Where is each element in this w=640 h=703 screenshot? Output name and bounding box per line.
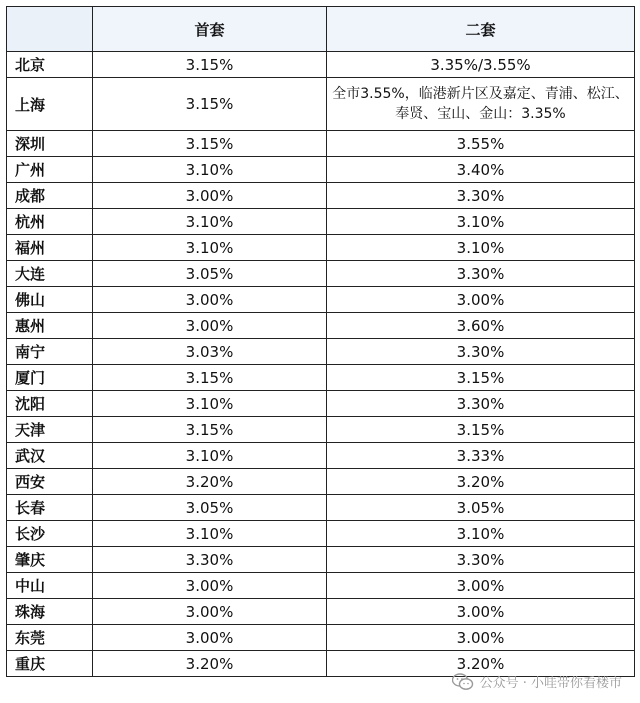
second-home-rate-cell: 3.20% xyxy=(327,651,635,677)
city-cell: 天津 xyxy=(7,417,93,443)
first-home-rate-cell: 3.10% xyxy=(93,391,327,417)
first-home-rate-cell: 3.15% xyxy=(93,78,327,131)
table-row xyxy=(7,495,635,521)
table-row xyxy=(7,235,635,261)
city-cell: 珠海 xyxy=(7,599,93,625)
table-row xyxy=(7,417,635,443)
first-home-rate-cell: 3.00% xyxy=(93,599,327,625)
header-row xyxy=(7,7,635,52)
second-home-rate-cell: 3.20% xyxy=(327,469,635,495)
first-home-rate-cell: 3.03% xyxy=(93,339,327,365)
table-row xyxy=(7,443,635,469)
second-home-rate-cell: 3.30% xyxy=(327,261,635,287)
table-row xyxy=(7,209,635,235)
first-home-rate-cell: 3.30% xyxy=(93,547,327,573)
second-home-rate-cell: 3.10% xyxy=(327,235,635,261)
city-cell: 上海 xyxy=(7,78,93,131)
first-home-rate-cell: 3.00% xyxy=(93,313,327,339)
city-cell: 长春 xyxy=(7,495,93,521)
first-home-rate-cell: 3.05% xyxy=(93,261,327,287)
city-cell: 东莞 xyxy=(7,625,93,651)
second-home-rate-cell: 3.35%/3.55% xyxy=(327,52,635,78)
city-cell: 大连 xyxy=(7,261,93,287)
city-cell: 北京 xyxy=(7,52,93,78)
city-cell: 深圳 xyxy=(7,131,93,157)
table-row xyxy=(7,261,635,287)
second-home-rate-cell: 3.15% xyxy=(327,365,635,391)
city-cell: 福州 xyxy=(7,235,93,261)
table-row xyxy=(7,339,635,365)
city-cell: 成都 xyxy=(7,183,93,209)
second-home-rate-cell: 3.60% xyxy=(327,313,635,339)
table-row xyxy=(7,391,635,417)
table-row xyxy=(7,313,635,339)
first-home-rate-cell: 3.10% xyxy=(93,443,327,469)
city-cell: 中山 xyxy=(7,573,93,599)
first-home-rate-cell: 3.15% xyxy=(93,131,327,157)
first-home-rate-cell: 3.00% xyxy=(93,287,327,313)
header-cell-first-home: 首套 xyxy=(93,7,327,52)
second-home-rate-cell: 3.30% xyxy=(327,547,635,573)
city-cell: 厦门 xyxy=(7,365,93,391)
wechat-icon xyxy=(452,673,474,691)
table-row xyxy=(7,131,635,157)
table-row xyxy=(7,547,635,573)
watermark xyxy=(452,672,622,691)
city-cell: 杭州 xyxy=(7,209,93,235)
city-cell: 沈阳 xyxy=(7,391,93,417)
table-header xyxy=(7,7,635,52)
table-row xyxy=(7,573,635,599)
first-home-rate-cell: 3.00% xyxy=(93,625,327,651)
second-home-rate-cell: 3.30% xyxy=(327,391,635,417)
first-home-rate-cell: 3.00% xyxy=(93,183,327,209)
second-home-rate-cell: 3.40% xyxy=(327,157,635,183)
mortgage-rate-table xyxy=(6,6,635,677)
header-cell-second-home: 二套 xyxy=(327,7,635,52)
city-cell: 广州 xyxy=(7,157,93,183)
table-row xyxy=(7,287,635,313)
table-row xyxy=(7,157,635,183)
first-home-rate-cell: 3.15% xyxy=(93,365,327,391)
city-cell: 武汉 xyxy=(7,443,93,469)
first-home-rate-cell: 3.15% xyxy=(93,52,327,78)
table-row xyxy=(7,599,635,625)
first-home-rate-cell: 3.20% xyxy=(93,469,327,495)
table-body xyxy=(7,52,635,677)
table-row xyxy=(7,78,635,131)
second-home-rate-cell: 3.00% xyxy=(327,599,635,625)
first-home-rate-cell: 3.10% xyxy=(93,235,327,261)
table-row xyxy=(7,52,635,78)
first-home-rate-cell: 3.20% xyxy=(93,651,327,677)
city-cell: 西安 xyxy=(7,469,93,495)
second-home-rate-cell: 3.33% xyxy=(327,443,635,469)
first-home-rate-cell: 3.10% xyxy=(93,209,327,235)
table-row xyxy=(7,365,635,391)
table-row xyxy=(7,183,635,209)
second-home-rate-cell: 3.00% xyxy=(327,287,635,313)
second-home-rate-cell: 3.10% xyxy=(327,209,635,235)
city-cell: 佛山 xyxy=(7,287,93,313)
city-cell: 重庆 xyxy=(7,651,93,677)
second-home-rate-cell: 全市3.55%，临港新片区及嘉定、青浦、松江、奉贤、宝山、金山：3.35% xyxy=(327,78,635,131)
watermark-text: 公众号 · 小哇带你看楼市 xyxy=(479,676,622,691)
second-home-rate-cell: 3.30% xyxy=(327,339,635,365)
second-home-rate-cell: 3.15% xyxy=(327,417,635,443)
city-cell: 惠州 xyxy=(7,313,93,339)
table-row xyxy=(7,469,635,495)
city-cell: 肇庆 xyxy=(7,547,93,573)
city-cell: 长沙 xyxy=(7,521,93,547)
rate-table-container xyxy=(6,6,634,677)
table-row xyxy=(7,521,635,547)
table-row xyxy=(7,625,635,651)
second-home-rate-cell: 3.55% xyxy=(327,131,635,157)
second-home-rate-cell: 3.00% xyxy=(327,573,635,599)
first-home-rate-cell: 3.15% xyxy=(93,417,327,443)
header-cell-city xyxy=(7,7,93,52)
first-home-rate-cell: 3.05% xyxy=(93,495,327,521)
first-home-rate-cell: 3.10% xyxy=(93,521,327,547)
first-home-rate-cell: 3.10% xyxy=(93,157,327,183)
second-home-rate-cell: 3.30% xyxy=(327,183,635,209)
second-home-rate-cell: 3.10% xyxy=(327,521,635,547)
second-home-rate-cell: 3.00% xyxy=(327,625,635,651)
city-cell: 南宁 xyxy=(7,339,93,365)
second-home-rate-cell: 3.05% xyxy=(327,495,635,521)
first-home-rate-cell: 3.00% xyxy=(93,573,327,599)
